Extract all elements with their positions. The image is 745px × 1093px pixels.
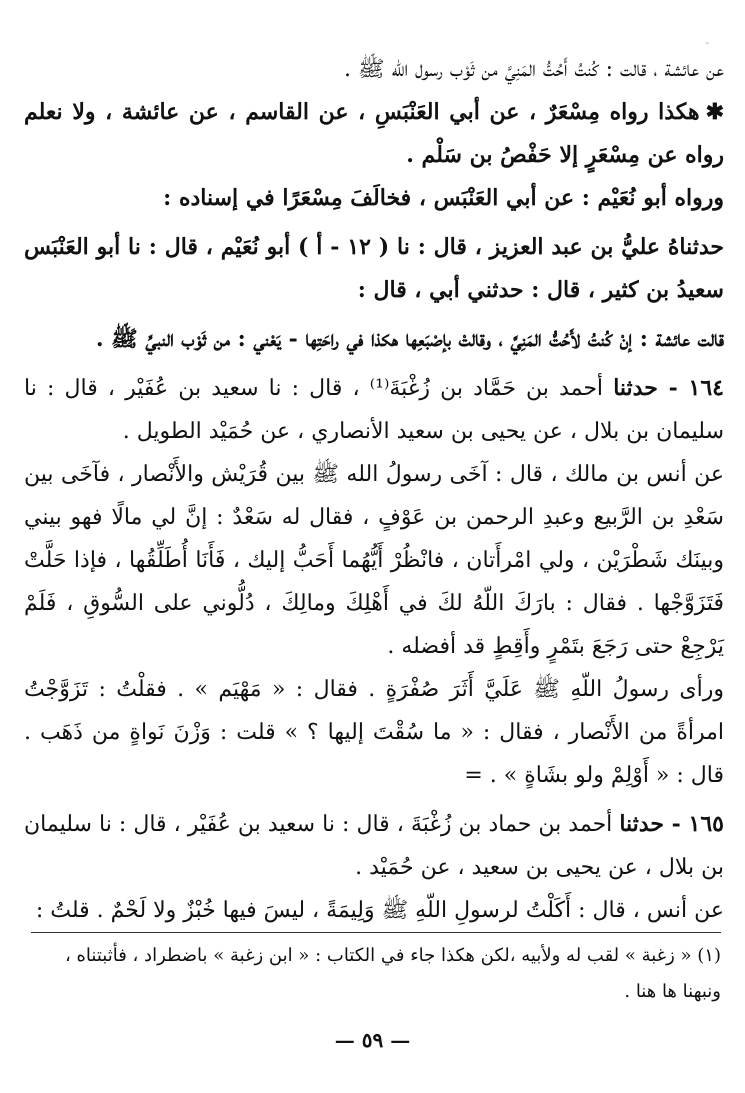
- footnote-line: (١) « زغبة » لقب له ولأبيه ،لكن هكذا جاء في الكتاب : « ابن زغبة » باضطراد ، فأثبتناه ،: [64, 945, 721, 966]
- paragraph-note: [24, 91, 724, 177]
- paragraph: ورواه أبو نُعَيْم : عن أبي العَنْبَس ، فخالَفَ مِسْعَرًا في إسناده :: [163, 185, 724, 211]
- paragraph: حدثناهُ عليُّ بن عبد العزيز ، قال : نا ( ١٢ - أ ) أبو نُعَيْم ، قال : نا أبو العَنْبَس سعيدُ بن كثير ، قال : حدثني أبي ، قال :: [24, 234, 724, 303]
- page-body: [24, 48, 724, 932]
- paragraph: عن أنس ، قال : أَكَلْتُ لرسولِ اللّهِ ﷺ وَلِيمَةً ، ليسَ فيها خُبْزٌ ولا لَحْمٌ . قلتُ :: [35, 898, 724, 923]
- hadith-chain: أحمد بن حَمَّاد بن زُغْبَةَ⁽¹⁾ ، قال : نا سعيد بن عُفَيْر ، قال : نا سليمان بن بلال ، عن يحيى بن سعيد الأنصاري ، عن حُمَيْد الطويل .: [24, 376, 724, 444]
- footnote-line: ونبهنا ها هنا .: [624, 981, 721, 1002]
- hadith-number: ١٦٥ - حدثنا: [619, 811, 724, 837]
- star-marker: ✱: [705, 99, 724, 125]
- paragraph: عن عائشة ، قالت : كُنتُ أَحُتُّ المَنِيَّ من ثَوْب رسول الله ﷺ .: [344, 57, 724, 82]
- hadith-chain: أحمد بن حماد بن زُغْبَةَ ، قال : نا سعيد بن عُفَيْر ، قال : نا سليمان بن بلال ، عن يحيى بن سعيد ، عن حُمَيْد .: [24, 812, 724, 880]
- paragraph: قالت عائشة : إنْ كُنتُ لأَحُتُّ المَنِيَّ ، وقالتْ بإصْبَعِها هكذا في راحَتِها - يَعْني : من ثَوْب النبيِّ ﷺ .: [95, 326, 724, 352]
- footnote-divider: [31, 932, 721, 933]
- corner-mark: -: [705, 38, 709, 49]
- paragraph: عن أنس بن مالك ، قال : آخَى رسولُ الله ﷺ بين قُرَيْش والأَنْصار ، فآخَى بين سَعْدِ بن الرَّبيع وعبدِ الرحمن بن عَوْفٍ ، فقال له سَعْدٌ : إنَّ لي مالًا فهو بيني وبينَك شَطْرَيْن ، ولي امْرأَتان ، فانْظُرْ أَيُّهُما أَحَبُّ إليك ، فَأَنَا أُطَلِّقُها ، فإذا حَلَّتْ فَتَزَوَّجْها . فقال : بارَكَ اللّهُ لكَ في أَهْلِكَ ومالِكَ ، دُلُّوني على السُّوقِ ، فَلَمْ يَرْجِعْ حتى رَجَعَ بتَمْرٍ وأَقِطٍ قد أفضله .: [24, 462, 724, 659]
- page-number: — ٥٩ —: [334, 1028, 411, 1052]
- hadith-number: ١٦٤ - حدثنا: [613, 375, 724, 401]
- paragraph-text: هكذا رواه مِسْعَرٌ ، عن أبي العَنْبَسِ ، عن القاسم ، عن عائشة ، ولا نعلم رواه عن مِسْعَرٍ إلا حَفْصُ بن سَلْم .: [24, 99, 724, 168]
- paragraph: ورأى رسولُ اللّهِ ﷺ عَلَيَّ أَثَرَ صُفْرَةٍ . فقال : « مَهْيَم » . فقلْتُ : تَزَوَّجْتُ امرأةً من الأَنْصار ، فقال : « ما سُقْتَ إليها ؟ » قلت : وَزْنَ نَواةٍ من ذَهَب . قال : « أَوْلِمْ ولو بشَاةٍ » . =: [24, 677, 724, 788]
- hadith-164: [24, 367, 724, 453]
- hadith-165: [24, 803, 724, 889]
- footnotes: [25, 938, 721, 1010]
